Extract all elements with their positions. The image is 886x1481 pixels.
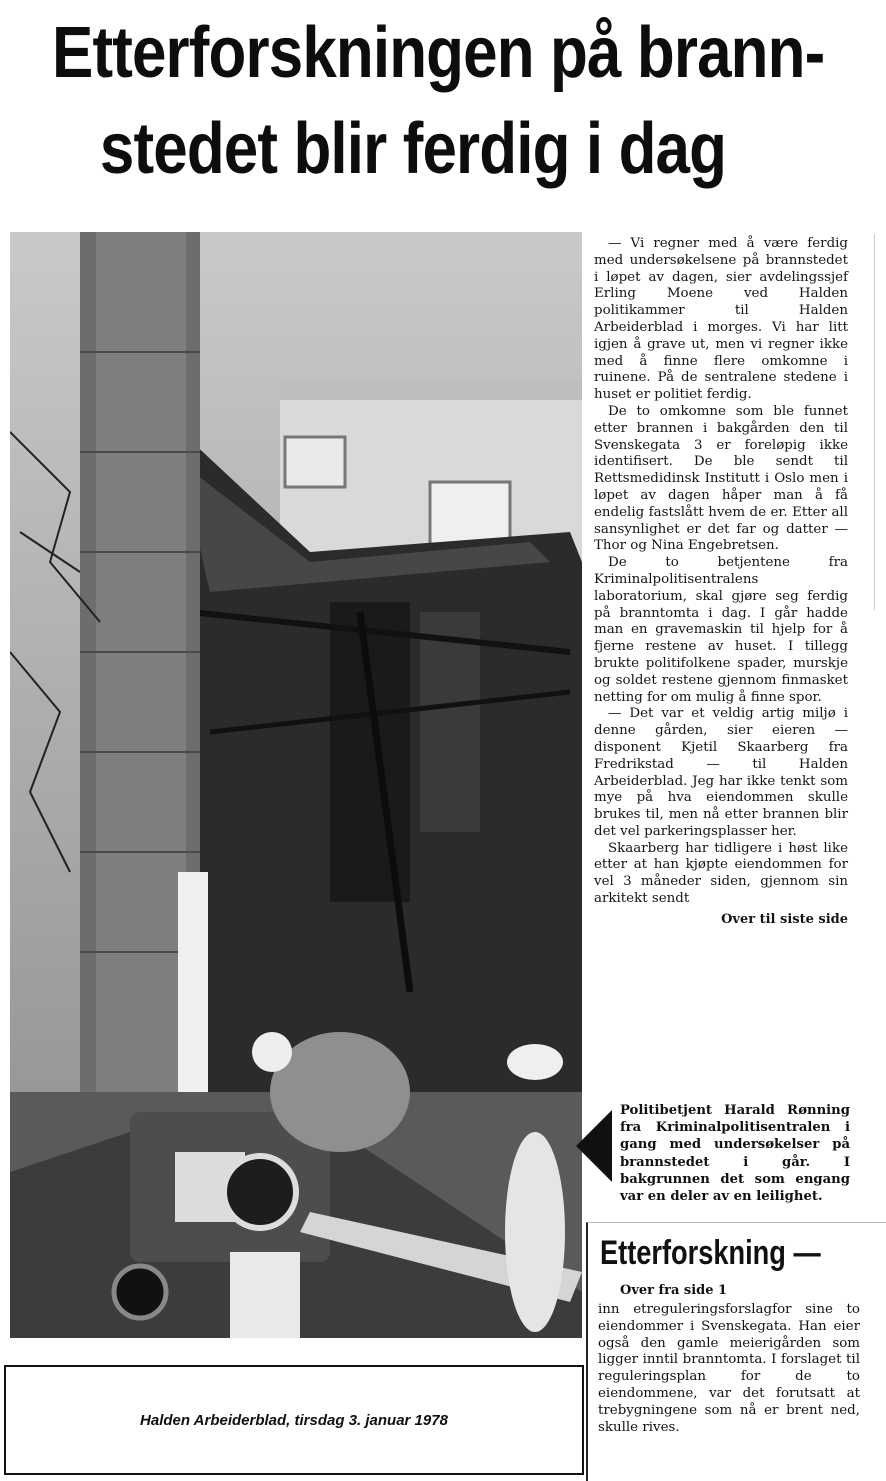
article-paragraph: De to omkomne som ble funnet etter brannen i bakgården den til Svenskegata 3 er foreløpig ikke identifisert. De ble sendt til Rettsmedidinsk Institutt i Oslo men i løpet av dagen håper man å få endelig fastslått hvem de er. Etter all sansynlighet er det far og datter — Thor og Nina Engebretsen. [594,403,848,554]
photo-caption: Politibetjent Harald Rønning fra Kriminalpolitisentralen i gang med undersøkelser på brannstedet i går. I bakgrunnen det som engang var en deler av en leilighet. [620,1103,850,1205]
article-paragraph: De to betjentene fra Kriminalpolitisentralens laboratorium, skal gjøre seg ferdig på branntomta i dag. I går hadde man en gravemaskin til hjelp for å fjerne restene av huset. I tillegg brukte politifolkene spader, murskje og soldet restene gjennom finmasket netting for om mulig å finne spor. [594,555,848,705]
continuation-text: inn etreguleringsforslagfor sine to eiendommer i Svenskegata. Han eier også den gamle meierigården som ligger inntil branntomta. I forslaget til reguleringsplan for de to eiendommene, var det forutsatt at trebygningene som nå er brent ned, skulle rives. [598,1302,860,1435]
article-paragraph: Skaarberg har tidligere i høst like etter at han kjøpte eiendommen for vel 3 måneder siden, gjennom sin arkitekt sendt [594,840,848,907]
source-box [4,1365,584,1475]
source-citation: Halden Arbeiderblad, tirsdag 3. januar 1978 [140,1411,448,1429]
article-paragraph: — Det var et veldig artig miljø i denne gården, sier eieren — disponent Kjetil Skaarberg fra Fredrikstad — til Halden Arbeiderblad. Jeg har ikke tenkt som mye på hva eiendommen skulle brukes til, men nå etter brannen blir det vel parkeringsplasser her. [594,706,848,839]
continuation-title: Etterforskning — [600,1234,821,1272]
page-edge-strip [874,234,886,610]
article-body [594,236,848,929]
article-paragraph: — Vi regner med å være ferdig med undersøkelsene på brannstedet i løpet av dagen, sier avdelingssjef Erling Moene ved Halden politikammer til Halden Arbeiderblad i morges. Vi har litt igjen å grave ut, men vi regner ikke med å finne flere omkomne i ruinene. På de sentralene stedene i huset er politiet ferdig. [594,236,848,403]
fire-ruins-photo [10,232,582,1338]
continued-notice: Over til siste side [721,911,848,927]
continuation-from: Over fra side 1 [620,1283,728,1298]
headline-line-1: Etterforskningen på brann- [52,13,825,93]
news-photo [10,232,582,1338]
caption-arrow-icon [576,1110,612,1182]
headline-line-2: stedet blir ferdig i dag [99,109,727,189]
headline [0,0,886,225]
